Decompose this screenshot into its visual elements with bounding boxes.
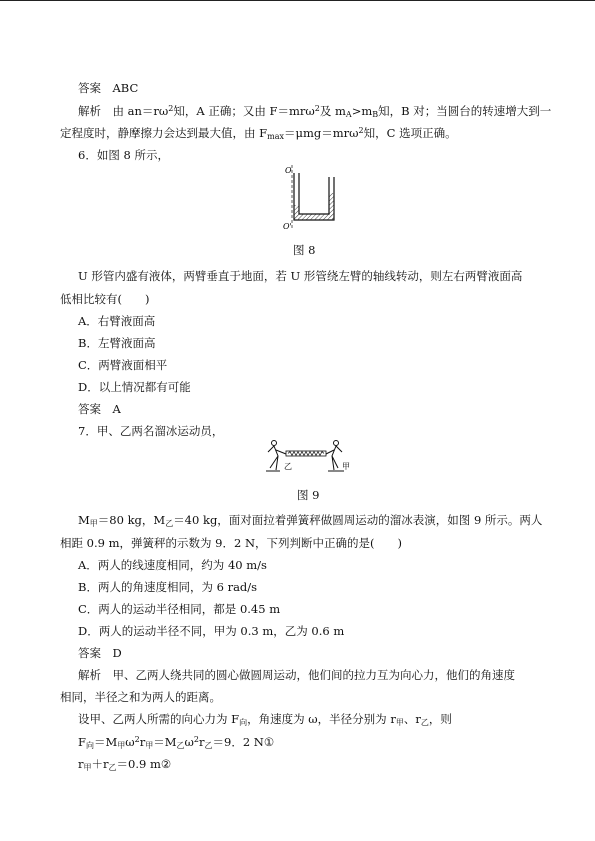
skater-label-right: 甲 [342,462,350,471]
q7-option-c: C．两人的运动半径相同，都是 0.45 m [78,602,281,616]
q6-option-a: A．右臂液面高 [78,314,156,328]
answer-abc: 答案 ABC [78,81,139,95]
analysis3-line-3: 设甲、乙两人所需的向心力为 F向，角速度为 ω，半径分别为 r甲、r乙，则 [78,712,452,727]
top-rule [0,0,595,1]
skater-label-left: 乙 [284,462,292,471]
figure-8-u-tube [282,163,342,231]
q7-option-a: A．两人的线速度相同，约为 40 m/s [78,558,267,572]
question-7: 7．甲、乙两名溜冰运动员， [78,424,224,438]
equation-2: r甲＋r乙＝0.9 m② [78,757,172,772]
q7-text-line-2: 相距 0.9 m，弹簧秤的示数为 9．2 N，下列判断中正确的是( ) [60,536,402,550]
analysis-line-1: 解析 由 $an=r\omega^2$知，A 正确；又由 F＝mrω$^2$及 mA>mB知，B 对；当圆台的转速增大到一 [78,104,552,119]
q7-text-line-1: M甲＝80 kg，M乙＝40 kg，面对面拉着弹簧秤做圆周运动的溜冰表演，如图 9 所示。两人 [78,513,543,528]
q6-text-line-2: 低相比较有( ) [60,292,150,306]
analysis3-line-1: 解析 甲、乙两人绕共同的圆心做圆周运动，他们间的拉力互为向心力，他们的角速度 [78,668,515,682]
answer-a: 答案 A [78,402,121,416]
axis-label-top: O [285,166,292,175]
equation-1: F向＝M甲$\omega^2r$甲＝M乙$\omega^2r$乙＝9．2 N① [78,735,275,750]
q6-option-b: B．左臂液面高 [78,336,156,350]
figure-9-skaters [262,438,352,478]
figure-9-caption: 图 9 [297,488,320,502]
q7-option-b: B．两人的角速度相同，为 6 rad/s [78,580,258,594]
figure-8-caption: 图 8 [293,243,316,257]
q6-option-c: C．两臂液面相平 [78,358,168,372]
question-6: 6．如图 8 所示， [78,148,169,162]
q7-option-d: D．两人的运动半径不同，甲为 0.3 m，乙为 0.6 m [78,624,345,638]
answer-d: 答案 D [78,646,122,660]
analysis-line-2: 定程度时，静摩擦力会达到最大值，由 Fmax＝μmg＝mrω$^2$知，C 选项正确。 [60,126,457,141]
axis-label-bottom: O' [283,222,292,231]
q6-text-line-1: U 形管内盛有液体，两臂垂直于地面，若 U 形管绕左臂的轴线转动，则左右两臂液面高 [78,269,523,283]
q6-option-d: D．以上情况都有可能 [78,380,191,394]
analysis3-line-2: 相同，半径之和为两人的距离。 [60,690,221,704]
